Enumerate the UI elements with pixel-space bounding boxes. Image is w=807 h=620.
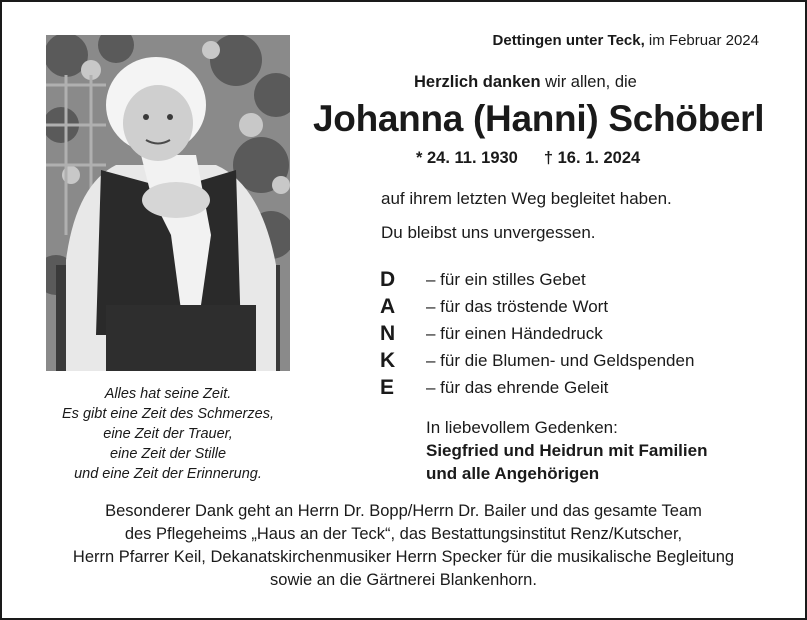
poem (40, 384, 296, 484)
death-date: † 16. 1. 2024 (543, 149, 641, 167)
place-date (493, 32, 759, 49)
danke-letter: E (380, 375, 395, 399)
poem-line: und eine Zeit der Erinnerung. (74, 466, 262, 482)
danke-text: – für die Blumen- und Geldspenden (426, 350, 695, 370)
portrait-photo (46, 35, 290, 371)
footer-line: des Pflegeheims „Haus an der Teck“, das Bestattungsinstitut Renz/Kutscher, (124, 525, 683, 543)
danke-text: – für das ehrende Geleit (426, 377, 609, 397)
danke-letter: K (380, 348, 396, 372)
footer-thanks (20, 500, 787, 592)
date: im Februar 2024 (644, 32, 759, 49)
memorial-intro: In liebevollem Gedenken: (426, 418, 618, 437)
danke-list (380, 266, 694, 401)
danke-text: – für ein stilles Gebet (426, 269, 586, 289)
birth-date: * 24. 11. 1930 (416, 149, 518, 167)
danke-text: – für einen Händedruck (426, 323, 603, 343)
memorial-relatives: und alle Angehörigen (426, 464, 600, 483)
thanks-line (414, 73, 637, 92)
poem-line: Es gibt eine Zeit des Schmerzes, (62, 406, 274, 422)
danke-letter: D (380, 267, 396, 291)
danke-letter: A (380, 294, 396, 318)
text-line-2: Du bleibst uns unvergessen. (381, 223, 596, 242)
danke-text: – für das tröstende Wort (426, 296, 609, 316)
thanks-bold: Herzlich danken (414, 73, 541, 91)
deceased-name: Johanna (Hanni) Schöberl (313, 98, 765, 139)
text-line-1: auf ihrem letzten Weg begleitet haben. (381, 189, 672, 208)
footer-line: Herrn Pfarrer Keil, Dekanatskirchenmusiker Herrn Specker für die musikalische Begleitung (72, 548, 735, 566)
memorial-family: Siegfried und Heidrun mit Familien (426, 441, 708, 460)
danke-row (380, 374, 694, 401)
poem-line: eine Zeit der Trauer, (103, 426, 233, 442)
thanks-rest: wir allen, die (540, 73, 637, 91)
life-dates (416, 149, 640, 168)
danke-row (380, 293, 694, 320)
poem-line: eine Zeit der Stille (109, 446, 227, 462)
footer-line: Besonderer Dank geht an Herrn Dr. Bopp/Herrn Dr. Bailer und das gesamte Team (105, 502, 702, 520)
danke-row (380, 347, 694, 374)
danke-letter: N (380, 321, 396, 345)
memorial-signature (426, 416, 707, 485)
footer-line: sowie an die Gärtnerei Blankenhorn. (270, 571, 537, 589)
place: Dettingen unter Teck, (492, 32, 645, 49)
poem-line: Alles hat seine Zeit. (104, 386, 232, 402)
danke-row (380, 266, 694, 293)
danke-row (380, 320, 694, 347)
